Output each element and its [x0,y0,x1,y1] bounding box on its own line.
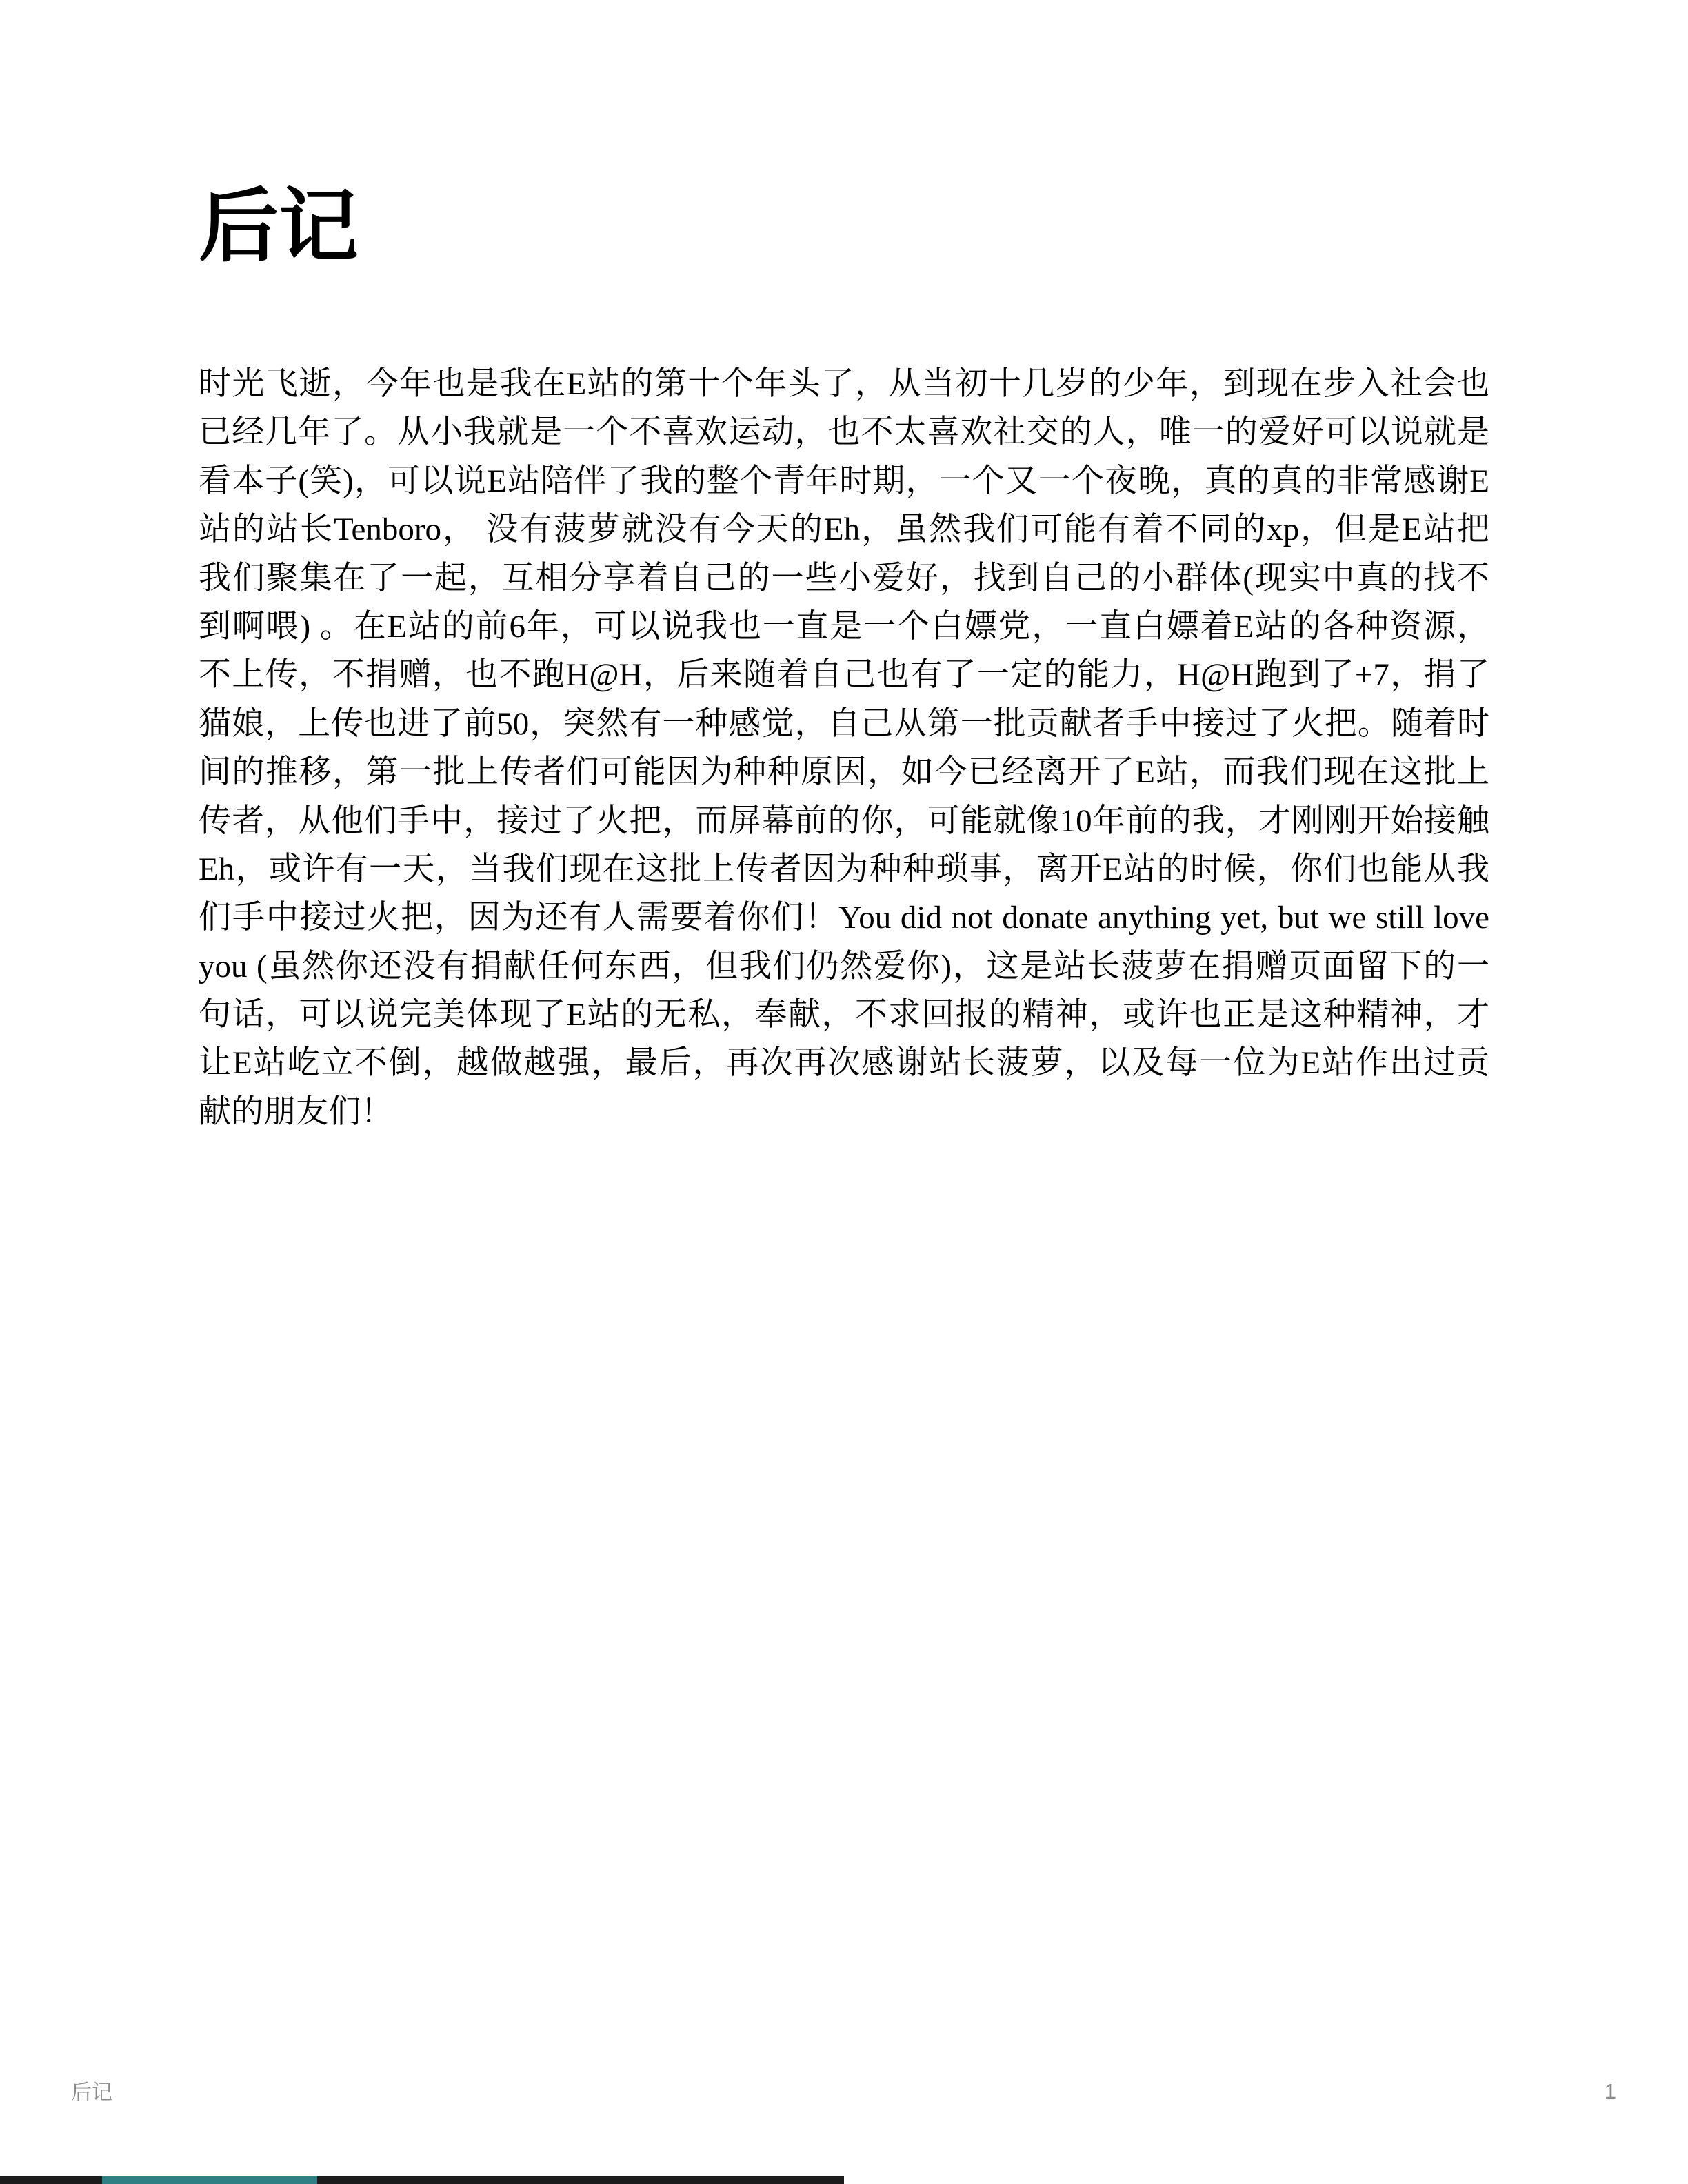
footer-section-label: 后记 [71,2081,112,2104]
paragraph-line: 看本子(笑)，可以说E站陪伴了我的整个青年时期，一个又一个夜晚，真的真的非常感谢E [199,463,1489,499]
body-paragraph [199,360,1489,1136]
paragraph-line: 句话，可以说完美体现了E站的无私，奉献，不求回报的精神，或许也正是这种精神，才 [199,997,1489,1033]
paragraph-line: 到啊喂) 。在E站的前6年，可以说我也一直是一个白嫖党，一直白嫖着E站的各种资源， [199,608,1489,645]
paragraph-line: 站的站长Tenboro， 没有菠萝就没有今天的Eh，虽然我们可能有着不同的xp，但是E站把 [199,512,1489,548]
paragraph-line: 我们聚集在了一起，互相分享着自己的一些小爱好，找到自己的小群体(现实中真的找不 [199,560,1489,596]
page-title: 后记 [199,183,359,272]
paragraph-line: 们手中接过火把，因为还有人需要着你们！You did not donate anything yet, but we still love [199,900,1489,936]
paragraph-line: Eh，或许有一天，当我们现在这批上传者因为种种琐事，离开E站的时候，你们也能从我 [199,851,1489,887]
paragraph-line: 已经几年了。从小我就是一个不喜欢运动，也不太喜欢社交的人，唯一的爱好可以说就是 [199,414,1489,451]
paragraph-line: 不上传，不捐赠，也不跑H@H，后来随着自己也有了一定的能力，H@H跑到了+7，捐了 [199,657,1489,694]
paragraph-line: you (虽然你还没有捐献任何东西，但我们仍然爱你)，这是站长菠萝在捐赠页面留下的一 [199,948,1489,984]
paragraph-line: 献的朋友们！ [199,1093,393,1130]
paragraph-line: 猫娘，上传也进了前50，突然有一种感觉，自己从第一批贡献者手中接过了火把。随着时 [199,705,1489,742]
paragraph-line: 间的推移，第一批上传者们可能因为种种原因，如今已经离开了E站，而我们现在这批上 [199,754,1489,791]
bottom-strip-accent [102,2176,317,2184]
paragraph-line: 传者，从他们手中，接过了火把，而屏幕前的你，可能就像10年前的我，才刚刚开始接触 [199,802,1489,839]
paragraph-line: 让E站屹立不倒，越做越强，最后，再次再次感谢站长菠萝，以及每一位为E站作出过贡 [199,1045,1489,1082]
footer-page-number: 1 [1604,2079,1616,2103]
paragraph-line: 时光飞逝，今年也是我在E站的第十个年头了，从当初十几岁的少年，到现在步入社会也 [199,366,1489,402]
